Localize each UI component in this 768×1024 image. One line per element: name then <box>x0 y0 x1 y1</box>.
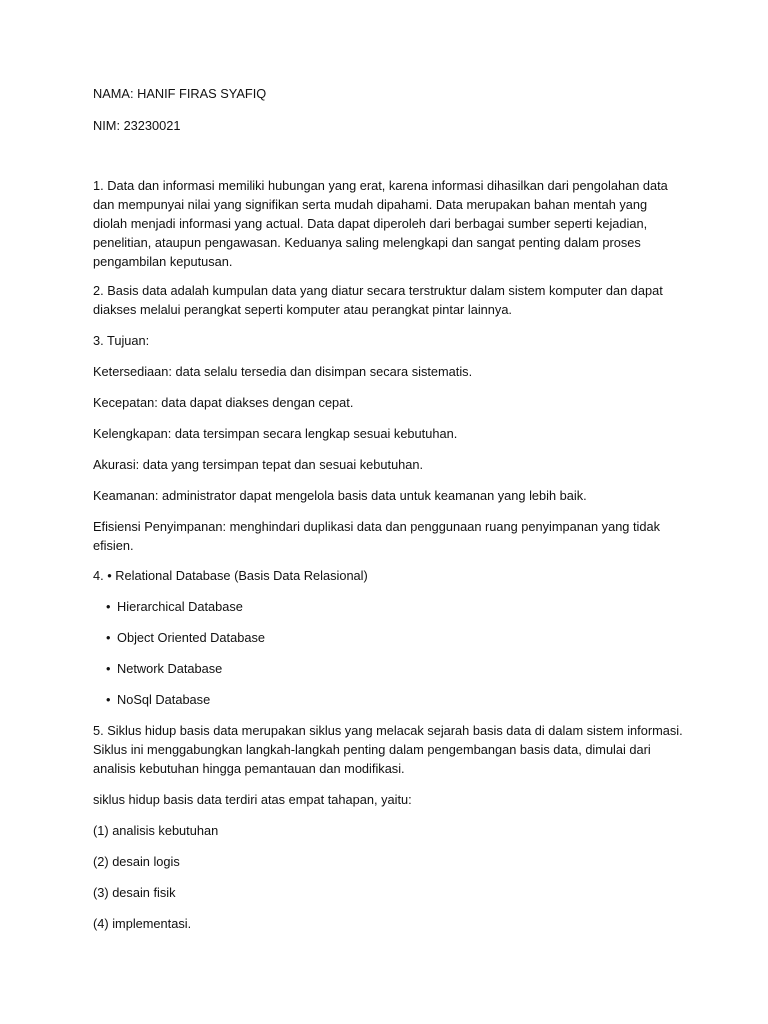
lifecycle-step: (1) analisis kebutuhan <box>93 823 219 838</box>
database-type-label: Hierarchical Database <box>117 599 243 614</box>
database-type-item <box>93 597 683 616</box>
lifecycle-step: (3) desain fisik <box>93 885 176 900</box>
document-page <box>93 84 683 933</box>
goal-item: Kecepatan: data dapat diakses dengan cepat. <box>93 395 354 410</box>
answer-4-first-line: 4. • Relational Database (Basis Data Relasional) <box>93 568 368 583</box>
answer-5-intro: siklus hidup basis data terdiri atas empat tahapan, yaitu: <box>93 792 412 807</box>
goal-item: Akurasi: data yang tersimpan tepat dan sesuai kebutuhan. <box>93 457 424 472</box>
answer-1: 1. Data dan informasi memiliki hubungan yang erat, karena informasi dihasilkan dari pengolahan data dan mempunyai nilai yang signifikan serta mudah dipahami. Data merupakan bahan mentah yang diolah menjadi informasi yang actual. Data dapat diperoleh dari berbagai sumber seperti kejadian, penelitian, ataupun pengawasan. Keduanya saling melengkapi dan sangat penting dalam proses pengambilan keputusan. <box>93 178 668 269</box>
lifecycle-step: (2) desain logis <box>93 854 180 869</box>
database-type-item <box>93 690 683 709</box>
answer-2: 2. Basis data adalah kumpulan data yang diatur secara terstruktur dalam sistem komputer dan dapat diakses melalui perangkat seperti komputer atau perangkat pintar lainnya. <box>93 283 663 317</box>
database-type-label: Object Oriented Database <box>117 630 265 645</box>
student-name: NAMA: HANIF FIRAS SYAFIQ <box>93 86 267 101</box>
database-type-item <box>93 659 683 678</box>
lifecycle-step: (4) implementasi. <box>93 916 192 931</box>
answer-3-heading: 3. Tujuan: <box>93 333 150 348</box>
bullet-icon: • <box>106 661 111 676</box>
database-type-item <box>93 628 683 647</box>
student-nim: NIM: 23230021 <box>93 118 181 133</box>
bullet-icon: • <box>106 599 111 614</box>
answer-5: 5. Siklus hidup basis data merupakan siklus yang melacak sejarah basis data di dalam sistem informasi. Siklus ini menggabungkan langkah-langkah penting dalam pengembangan basis data, dimulai dari analisis kebutuhan hingga pemantauan dan modifikasi. <box>93 723 683 776</box>
goal-item: Keamanan: administrator dapat mengelola basis data untuk keamanan yang lebih baik. <box>93 488 587 503</box>
database-type-label: Network Database <box>117 661 223 676</box>
bullet-icon: • <box>106 692 111 707</box>
goal-item: Efisiensi Penyimpanan: menghindari duplikasi data dan penggunaan ruang penyimpanan yang tidak efisien. <box>93 519 661 553</box>
goal-item: Ketersediaan: data selalu tersedia dan disimpan secara sistematis. <box>93 364 473 379</box>
database-type-label: NoSql Database <box>117 692 211 707</box>
goal-item: Kelengkapan: data tersimpan secara lengkap sesuai kebutuhan. <box>93 426 458 441</box>
bullet-icon: • <box>106 630 111 645</box>
